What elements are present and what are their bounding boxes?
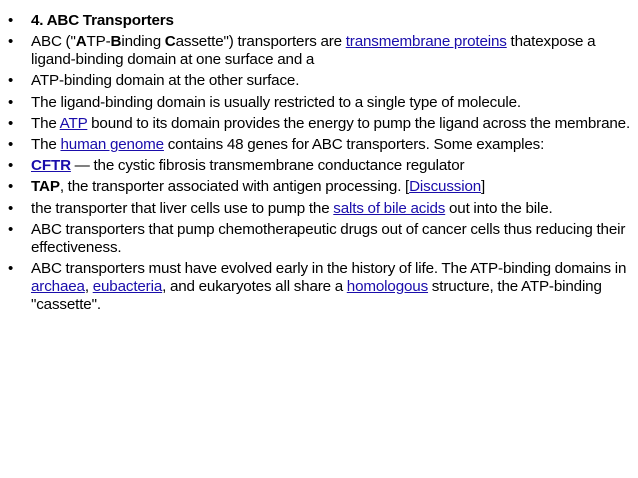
hyperlink[interactable]: archaea <box>31 277 85 295</box>
bullet-dot-icon: • <box>8 114 14 132</box>
bullet-text: thatexpose a ligand-binding domain at one surface and a <box>31 33 596 69</box>
hyperlink[interactable]: homologous <box>346 277 429 295</box>
hyperlink[interactable]: ATP <box>59 114 88 132</box>
bullet-item <box>8 200 632 218</box>
hyperlink[interactable]: human genome <box>60 135 164 153</box>
bullet-text: ABC transporters must have evolved early in the history of life. The ATP-binding domains in <box>31 259 627 277</box>
bullet-text: ATP-binding domain at the other surface. <box>31 72 300 90</box>
bullet-text: The <box>31 135 61 153</box>
bullet-dot-icon: • <box>8 12 14 29</box>
bullet-item <box>8 157 632 175</box>
bullet-text: structure, the ATP-binding "cassette". <box>31 277 602 313</box>
bullet-dot-icon: • <box>8 72 14 90</box>
bullet-item <box>8 94 632 112</box>
bullet-dot-icon: • <box>8 178 14 196</box>
bullet-text: — the cystic fibrosis transmembrane conductance regulator <box>70 157 465 175</box>
bullet-text: , <box>84 277 93 295</box>
bold-text: A <box>75 33 87 51</box>
bullet-text: contains 48 genes for ABC transporters. Some examples: <box>163 135 545 153</box>
bullet-dot-icon: • <box>8 199 14 217</box>
bullet-dot-icon: • <box>8 220 14 238</box>
bullet-dot-icon: • <box>8 157 14 175</box>
bullet-text: assette") transporters are <box>175 33 346 51</box>
bullet-text: bound to its domain provides the energy to pump the ligand across the membrane. <box>87 114 631 132</box>
bullet-dot-icon: • <box>8 135 14 153</box>
bullet-text: the transporter that liver cells use to pump the <box>31 199 334 217</box>
hyperlink[interactable]: CFTR <box>31 157 71 175</box>
bullet-item <box>8 221 632 257</box>
hyperlink[interactable]: eubacteria <box>92 277 163 295</box>
hyperlink[interactable]: salts of bile acids <box>333 199 446 217</box>
bullet-text: ABC transporters that pump chemotherapeutic drugs out of cancer cells thus reducing their effectiveness. <box>31 220 626 256</box>
bullet-item <box>8 115 632 133</box>
bullet-text: The ligand-binding domain is usually restricted to a single type of molecule. <box>31 93 521 111</box>
bullet-text: The <box>31 114 60 132</box>
bullet-dot-icon: • <box>8 33 14 51</box>
bullet-item <box>8 33 632 69</box>
bullet-text: ] <box>481 178 486 196</box>
bullet-text: ABC (" <box>31 33 76 51</box>
bullet-text: , and eukaryotes all share a <box>162 277 347 295</box>
bullet-item <box>8 260 632 314</box>
bullet-dot-icon: • <box>8 259 14 277</box>
bullet-dot-icon: • <box>8 93 14 111</box>
bullet-item <box>8 12 632 30</box>
bullet-item <box>8 178 632 196</box>
bold-text: C <box>164 33 176 51</box>
bold-text: 4. ABC Transporters <box>31 12 174 29</box>
bullet-item <box>8 136 632 154</box>
bold-text: TAP <box>31 178 60 196</box>
bullet-text: , the transporter associated with antigen processing. [ <box>59 178 410 196</box>
bullet-list <box>8 12 632 317</box>
bold-text: B <box>110 33 122 51</box>
hyperlink[interactable]: Discussion <box>409 178 482 196</box>
bullet-item <box>8 72 632 90</box>
bullet-text: out into the bile. <box>445 199 553 217</box>
hyperlink[interactable]: transmembrane proteins <box>345 33 507 51</box>
bullet-text: inding <box>121 33 165 51</box>
bullet-text: TP- <box>86 33 111 51</box>
